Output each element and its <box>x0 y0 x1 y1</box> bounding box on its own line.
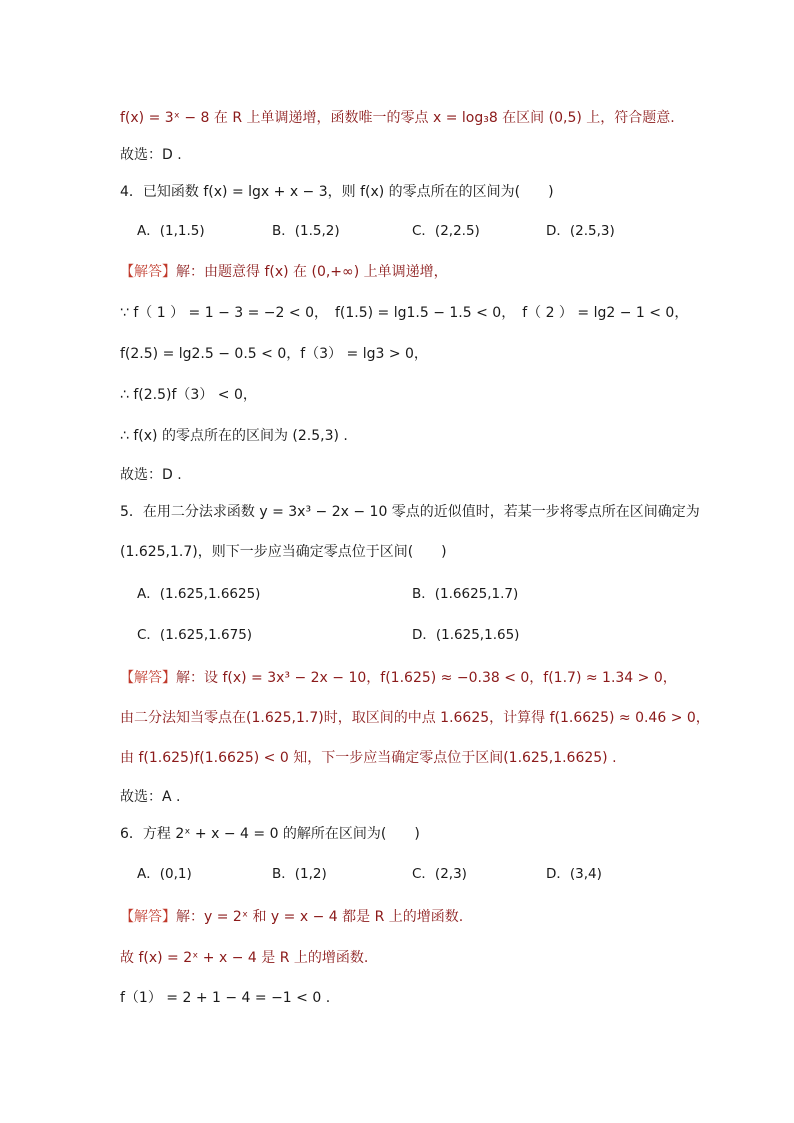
q6-option-d: D．(3,4) <box>546 866 602 882</box>
q4-option-b: B．(1.5,2) <box>272 223 340 239</box>
q5-answer-line2: 由二分法知当零点在(1.625,1.7)时，取区间的中点 1.6625，计算得 f(1.6625) ≈ 0.46 > 0， <box>120 710 710 726</box>
q5-stem-line2: (1.625,1.7)，则下一步应当确定零点位于区间( ) <box>120 544 447 560</box>
q4-answer-text: 解：由题意得 f(x) 在 (0,+∞) 上单调递增， <box>176 264 448 280</box>
answer-label: 【解答】 <box>120 670 176 686</box>
q4-answer-line5: ∴ f(x) 的零点所在的区间为 (2.5,3) . <box>120 428 348 444</box>
q5-answer-line1 <box>120 668 677 688</box>
q4-option-a: A．(1,1.5) <box>137 223 205 239</box>
answer-label: 【解答】 <box>120 264 176 280</box>
q4-answer-line4: ∴ f(2.5)f（3） < 0， <box>120 387 257 403</box>
q6-answer-text: 解：y = 2ˣ 和 y = x − 4 都是 R 上的增函数. <box>176 909 464 925</box>
prev-answer-line: f(x) = 3ˣ − 8 在 R 上单调递增，函数唯一的零点 x = log₃8 在区间 (0,5) 上，符合题意. <box>120 110 675 126</box>
q5-answer-line3: 由 f(1.625)f(1.6625) < 0 知，下一步应当确定零点位于区间(1.625,1.6625) . <box>120 750 617 766</box>
q5-option-d: D．(1.625,1.65) <box>412 627 520 643</box>
q4-answer-line3: f(2.5) = lg2.5 − 0.5 < 0，f（3） = lg3 > 0， <box>120 346 428 362</box>
q4-answer-intro <box>120 262 448 282</box>
q4-option-c: C．(2,2.5) <box>412 223 480 239</box>
q6-option-b: B．(1,2) <box>272 866 327 882</box>
q5-stem-line1: 5．在用二分法求函数 y = 3x³ − 2x − 10 零点的近似值时，若某一步将零点所在区间确定为 <box>120 504 700 520</box>
q4-conclusion: 故选：D . <box>120 467 182 483</box>
q5-option-b: B．(1.6625,1.7) <box>412 586 519 602</box>
q6-option-a: A．(0,1) <box>137 866 192 882</box>
q6-answer-line3: f（1） = 2 + 1 − 4 = −1 < 0 . <box>120 990 331 1006</box>
q6-stem: 6．方程 2ˣ + x − 4 = 0 的解所在区间为( ) <box>120 826 420 842</box>
q6-answer-line2: 故 f(x) = 2ˣ + x − 4 是 R 上的增函数. <box>120 950 369 966</box>
q5-conclusion: 故选：A . <box>120 789 181 805</box>
answer-label: 【解答】 <box>120 909 176 925</box>
q6-option-c: C．(2,3) <box>412 866 467 882</box>
q5-answer-text: 解：设 f(x) = 3x³ − 2x − 10，f(1.625) ≈ −0.38 < 0，f(1.7) ≈ 1.34 > 0， <box>176 670 677 686</box>
q5-option-c: C．(1.625,1.675) <box>137 627 253 643</box>
q4-stem: 4．已知函数 f(x) = lgx + x − 3，则 f(x) 的零点所在的区间为( ) <box>120 184 554 200</box>
q4-answer-line2: ∵ f（ 1 ） = 1 − 3 = −2 < 0， f(1.5) = lg1.5 − 1.5 < 0， f（ 2 ） = lg2 − 1 < 0， <box>120 305 689 321</box>
q5-option-a: A．(1.625,1.6625) <box>137 586 261 602</box>
q6-answer-line1 <box>120 907 463 927</box>
q4-option-d: D．(2.5,3) <box>546 223 615 239</box>
prev-conclusion: 故选：D . <box>120 147 182 163</box>
